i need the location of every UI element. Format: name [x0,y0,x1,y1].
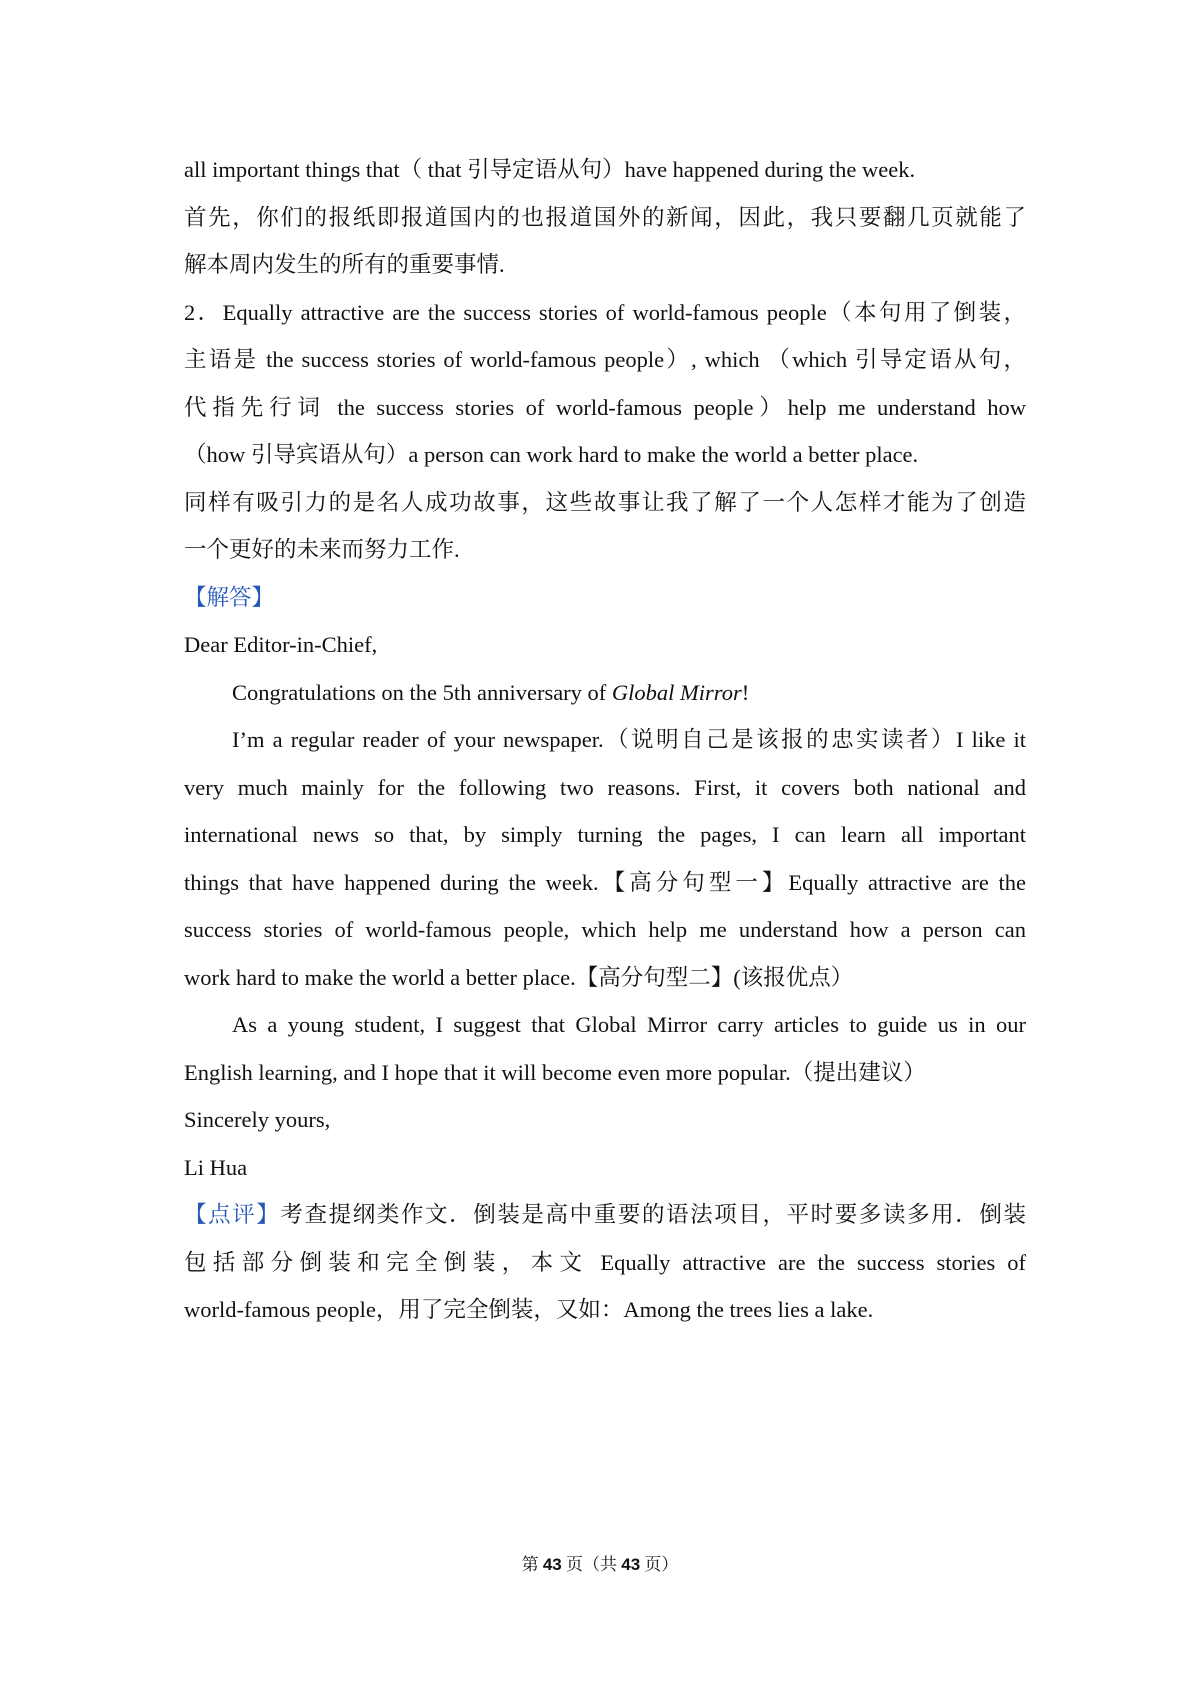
letter-body-line: work hard to make the world a better place.【高分句型二】(该报优点） [184,964,854,990]
explanation-line: 主语是 the success stories of world-famous people）, which （which 引导定语从句， [184,347,1026,372]
letter-body-line: international news so that, by simply turning the pages, I can learn all important [184,822,1026,847]
letter-body-line: English learning, and I hope that it will become even more popular.（提出建议） [184,1059,926,1085]
letter-closing: Sincerely yours, [184,1107,331,1132]
explanation-line: 代指先行词 the success stories of world-famous people）help me understand how [184,394,1026,420]
explanation-line: 首先，你们的报纸即报道国内的也报道国外的新闻，因此，我只要翻几页就能了 [184,204,1026,230]
explanation-line: （how 引导宾语从句）a person can work hard to make the world a better place. [184,442,919,467]
explanation-line: 2．Equally attractive are the success stories of world-famous people（本句用了倒装， [184,299,1026,325]
answer-heading: 【解答】 [184,584,275,610]
page-content [184,146,1026,1334]
footer-middle: 页（共 [566,1555,617,1574]
letter-body-line: I’m a regular reader of your newspaper.（说明自己是该报的忠实读者）I like it [232,727,1026,752]
letter-body-line: things that have happened during the week.【高分句型一】Equally attractive are the [184,869,1026,895]
letter-congratulations [184,669,1026,717]
footer-prefix: 第 [521,1555,539,1574]
explanation-line: all important things that（ that 引导定语从句）have happened during the week. [184,157,916,182]
comment-line [184,1191,1026,1239]
letter-body-line: success stories of world-famous people, which help me understand how a person can [184,917,1026,942]
explanation-line: 一个更好的未来而努力工作. [184,537,460,562]
footer-suffix: 页） [644,1555,679,1574]
page-footer [0,1553,1200,1577]
congrats-end: ! [741,679,750,705]
letter-salutation: Dear Editor-in-Chief, [184,632,378,657]
letter-body-line: As a young student, I suggest that Global Mirror carry articles to guide us in our [232,1012,1026,1037]
congrats-text: Congratulations on the 5th anniversary of [232,679,612,705]
explanation-line: 同样有吸引力的是名人成功故事，这些故事让我了解了一个人怎样才能为了创造 [184,489,1026,515]
comment-text: 考查提纲类作文．倒装是高中重要的语法项目，平时要多读多用．倒装 [280,1202,1026,1227]
current-page-number: 43 [542,1555,562,1574]
comment-line: world-famous people，用了完全倒装，又如：Among the trees lies a lake. [184,1297,874,1322]
explanation-line: 解本周内发生的所有的重要事情. [184,252,505,277]
comment-label: 【点评】 [184,1202,281,1227]
total-page-number: 43 [621,1555,641,1574]
letter-signature: Li Hua [184,1154,248,1180]
newspaper-name: Global Mirror [611,679,742,705]
letter-body-line: very much mainly for the following two reasons. First, it covers both national and [184,774,1026,800]
comment-line: 包括部分倒装和完全倒装，本文 Equally attractive are the success stories of [184,1249,1026,1275]
